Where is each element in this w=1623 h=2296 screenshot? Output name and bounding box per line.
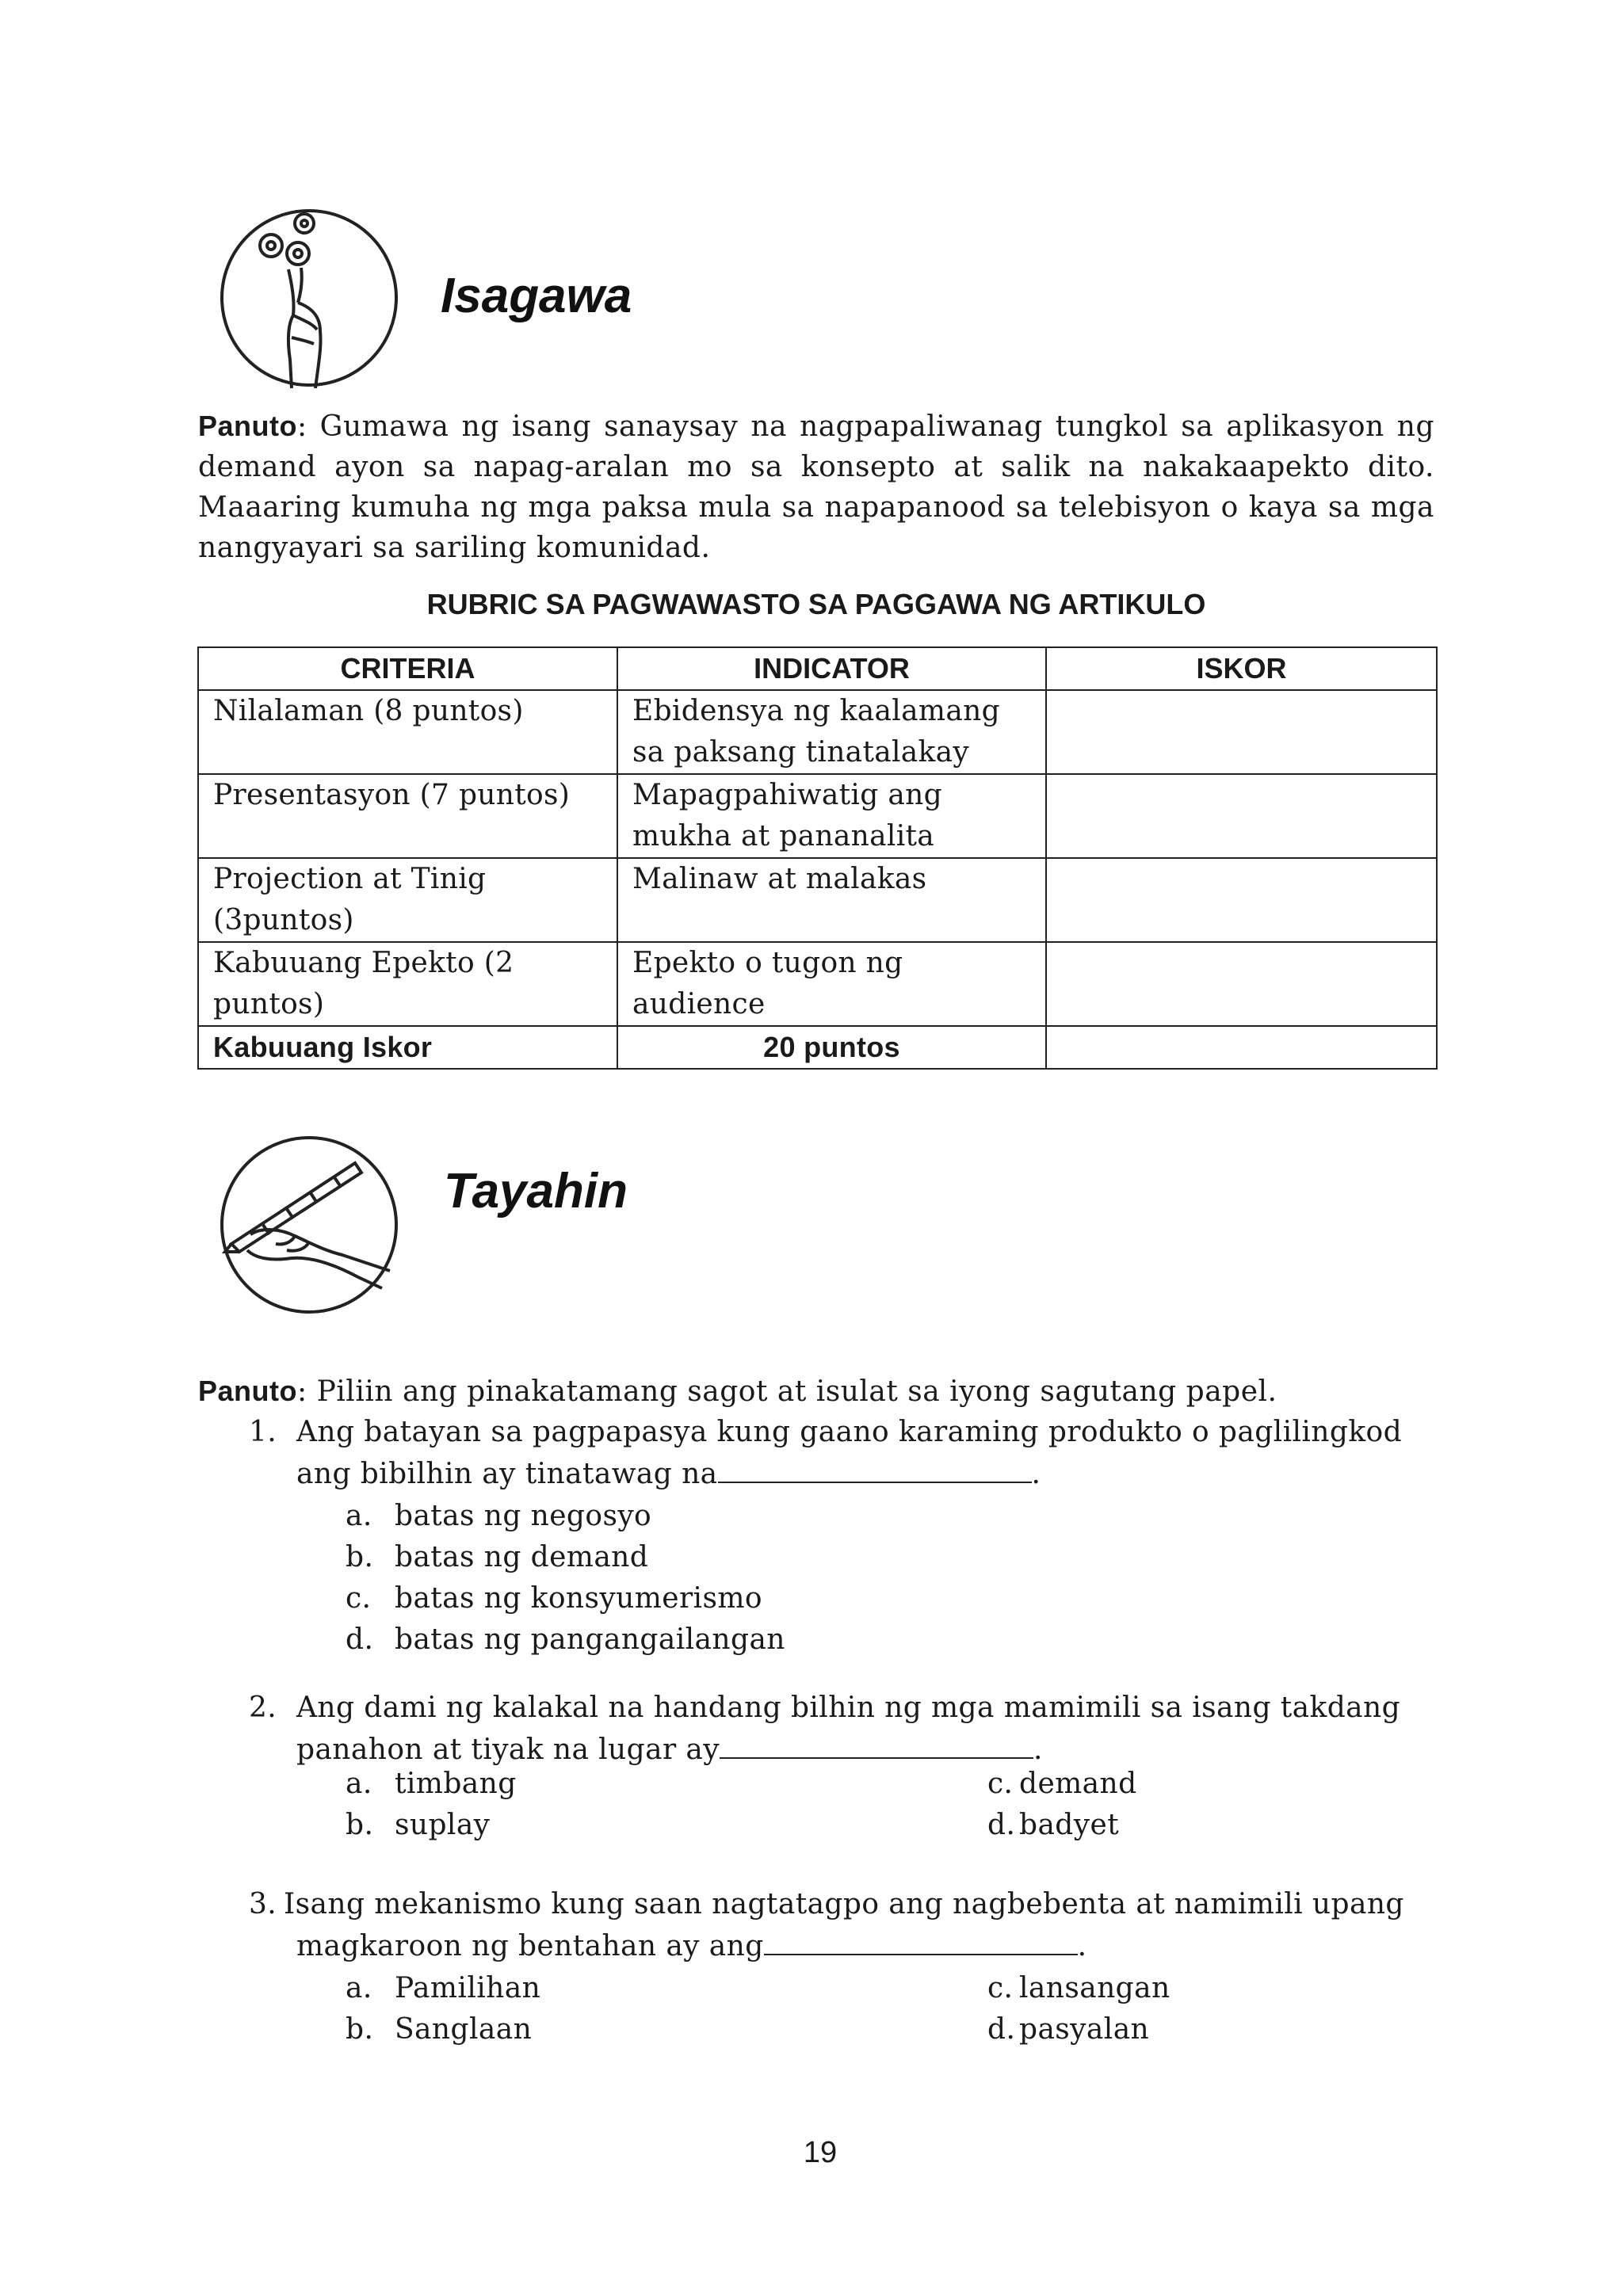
question-1-line1: Ang batayan sa pagpapasya kung gaano karaming produkto o paglilingkod: [296, 1416, 1403, 1448]
choice-item: c. demand: [987, 1768, 1137, 1800]
instruction-label: Panuto: [198, 1375, 297, 1407]
total-points: 20 puntos: [617, 1026, 1046, 1069]
table-row: [198, 858, 1437, 942]
choice-item: b. Sanglaan: [346, 2013, 533, 2046]
score-cell: [1046, 774, 1437, 858]
header-indicator: INDICATOR: [617, 647, 1046, 690]
criteria-cell: Kabuuang Epekto (2 puntos): [198, 942, 617, 1026]
question-3-end: .: [1077, 1930, 1087, 1962]
isagawa-title: Isagawa: [441, 269, 632, 323]
choice-item: c. batas ng konsyumerismo: [346, 1582, 762, 1615]
indicator-cell: Epekto o tugon ng audience: [617, 942, 1046, 1026]
question-1-number: 1.: [249, 1416, 277, 1448]
question-1-line2: [296, 1453, 1041, 1494]
choice-item: d. batas ng pangangailangan: [346, 1623, 785, 1656]
indicator-cell: Mapagpahiwatig ang mukha at pananalita: [617, 774, 1046, 858]
choice-item: c. lansangan: [987, 1972, 1170, 2004]
hand-writing-pen-icon: [216, 1131, 403, 1318]
header-criteria: CRITERIA: [198, 647, 617, 690]
indicator-cell: Malinaw at malakas: [617, 858, 1046, 942]
total-row: [198, 1026, 1437, 1069]
question-2-line1: Ang dami ng kalakal na handang bilhin ng mga mamimili sa isang takdang: [296, 1691, 1401, 1724]
instruction-text: : Gumawa ng isang sanaysay na nagpapaliwanag tungkol sa aplikasyon ng demand ayon sa napag-aralan mo sa konsepto at salik na nakakaapekto dito. Maaaring kumuha ng mga paksa mula sa napapanood sa telebisyon o kaya sa mga nangyayari sa sariling komunidad.: [198, 410, 1434, 564]
table-row: [198, 690, 1437, 774]
choice-item: d. pasyalan: [987, 2013, 1150, 2046]
instruction-label: Panuto: [198, 410, 297, 442]
choice-item: d. badyet: [987, 1809, 1120, 1841]
instruction-text: : Piliin ang pinakatamang sagot at isulat sa iyong sagutang papel.: [297, 1375, 1277, 1408]
choice-item: b. suplay: [346, 1809, 491, 1841]
indicator-cell: Ebidensya ng kaalamang sa paksang tinatalakay: [617, 690, 1046, 774]
tayahin-title: Tayahin: [444, 1164, 628, 1219]
total-score-cell: [1046, 1026, 1437, 1069]
question-2-number: 2.: [249, 1691, 277, 1724]
rubric-header-row: [198, 647, 1437, 690]
criteria-cell: Projection at Tinig (3puntos): [198, 858, 617, 942]
choice-item: b. batas ng demand: [346, 1541, 649, 1573]
question-3-line1: Isang mekanismo kung saan nagtatagpo ang nagbebenta at namimili upang: [284, 1888, 1404, 1920]
choice-item: a. batas ng negosyo: [346, 1500, 652, 1532]
rubric-table: [197, 646, 1438, 1070]
question-1-text: ang bibilhin ay tinatawag na: [296, 1458, 718, 1490]
question-3-number: 3.: [249, 1888, 277, 1920]
question-2-text: panahon at tiyak na lugar ay: [296, 1733, 720, 1766]
table-row: [198, 774, 1437, 858]
question-2-end: .: [1033, 1733, 1043, 1766]
answer-blank: [720, 1729, 1033, 1759]
table-row: [198, 942, 1437, 1026]
score-cell: [1046, 690, 1437, 774]
hand-gears-icon: [216, 204, 403, 391]
answer-blank: [764, 1925, 1078, 1955]
choice-item: a. timbang: [346, 1768, 517, 1800]
question-3-line2: [296, 1925, 1087, 1966]
isagawa-instruction: [198, 406, 1434, 568]
header-iskor: ISKOR: [1046, 647, 1437, 690]
score-cell: [1046, 858, 1437, 942]
question-1-end: .: [1031, 1458, 1041, 1490]
question-3-text: magkaroon ng bentahan ay ang: [296, 1930, 764, 1962]
criteria-cell: Nilalaman (8 puntos): [198, 690, 617, 774]
total-label: Kabuuang Iskor: [198, 1026, 617, 1069]
page-number: 19: [803, 2136, 838, 2169]
tayahin-instruction: [198, 1371, 1434, 1412]
criteria-cell: Presentasyon (7 puntos): [198, 774, 617, 858]
answer-blank: [718, 1453, 1032, 1483]
choice-item: a. Pamilihan: [346, 1972, 541, 2004]
rubric-title: RUBRIC SA PAGWAWASTO SA PAGGAWA NG ARTIKULO: [426, 588, 1206, 620]
score-cell: [1046, 942, 1437, 1026]
